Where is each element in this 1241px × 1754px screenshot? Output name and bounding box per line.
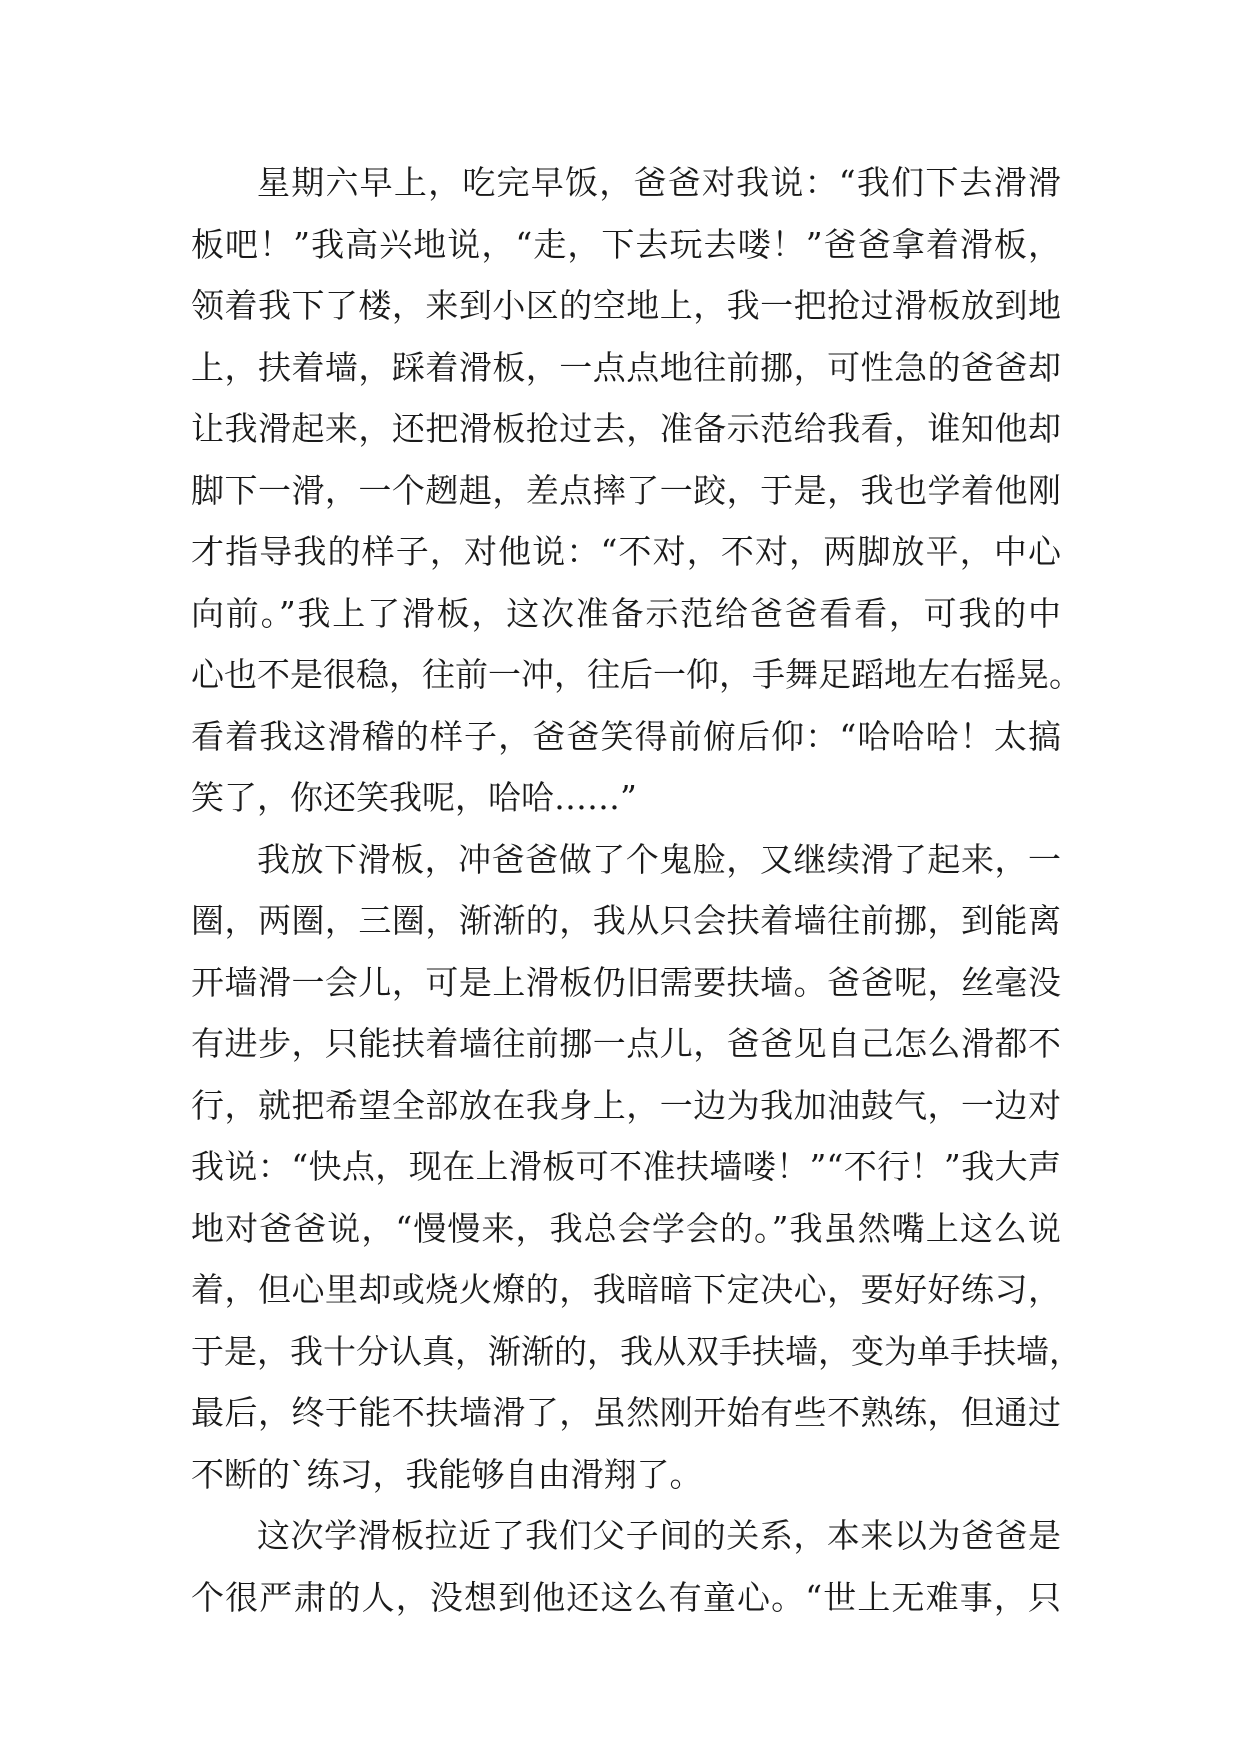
text-line: 圈，两圈，三圈，渐渐的，我从只会扶着墙往前挪，到能离 <box>191 901 1061 940</box>
text-line: 才指导我的样子，对他说：“不对，不对，两脚放平，中心 <box>191 532 1061 571</box>
text-line: 于是，我十分认真，渐渐的，我从双手扶墙，变为单手扶墙， <box>191 1331 1082 1371</box>
text-line: 上，扶着墙，踩着滑板，一点点地往前挪，可性急的爸爸却 <box>191 347 1061 387</box>
text-line: 这次学滑板拉近了我们父子间的关系，本来以为爸爸是 <box>257 1516 1061 1555</box>
text-line: 我放下滑板，冲爸爸做了个鬼脸，又继续滑了起来，一 <box>257 839 1061 879</box>
text-line: 笑了，你还笑我呢，哈哈……” <box>191 778 637 817</box>
text-line: 星期六早上，吃完早饭，爸爸对我说：“我们下去滑滑 <box>257 163 1061 202</box>
text-line: 心也不是很稳，往前一冲，往后一仰，手舞足蹈地左右摇晃。 <box>191 655 1082 694</box>
text-line: 最后，终于能不扶墙滑了，虽然刚开始有些不熟练，但通过 <box>191 1393 1061 1432</box>
text-line: 有进步，只能扶着墙往前挪一点儿，爸爸见自己怎么滑都不 <box>191 1024 1061 1063</box>
text-line: 不断的`练习，我能够自由滑翔了。 <box>191 1454 703 1494</box>
text-line: 着，但心里却或烧火燎的，我暗暗下定决心，要好好练习， <box>191 1270 1061 1309</box>
paragraph-2 <box>191 829 1082 1506</box>
text-line: 行，就把希望全部放在我身上，一边为我加油鼓气，一边对 <box>191 1085 1061 1125</box>
text-line: 我说：“快点，现在上滑板可不准扶墙喽！”“不行！”我大声 <box>191 1147 1061 1186</box>
text-line: 个很严肃的人，没想到他还这么有童心。“世上无难事，只 <box>191 1577 1061 1617</box>
text-line: 地对爸爸说，“慢慢来，我总会学会的。”我虽然嘴上这么说 <box>191 1208 1061 1248</box>
text-line: 看着我这滑稽的样子，爸爸笑得前俯后仰：“哈哈哈！太搞 <box>191 716 1061 756</box>
text-line: 让我滑起来，还把滑板抢过去，准备示范给我看，谁知他却 <box>191 409 1061 448</box>
text-line: 开墙滑一会儿，可是上滑板仍旧需要扶墙。爸爸呢，丝毫没 <box>191 962 1061 1002</box>
text-line: 板吧！”我高兴地说，“走，下去玩去喽！”爸爸拿着滑板， <box>191 224 1061 264</box>
text-line: 脚下一滑，一个趔趄，差点摔了一跤，于是，我也学着他刚 <box>191 470 1061 510</box>
text-line: 向前。”我上了滑板，这次准备示范给爸爸看看，可我的中 <box>191 593 1061 633</box>
paragraph-1 <box>191 152 1082 829</box>
essay-text <box>191 152 1082 1628</box>
paragraph-3 <box>191 1505 1061 1628</box>
text-line: 领着我下了楼，来到小区的空地上，我一把抢过滑板放到地 <box>191 286 1061 325</box>
